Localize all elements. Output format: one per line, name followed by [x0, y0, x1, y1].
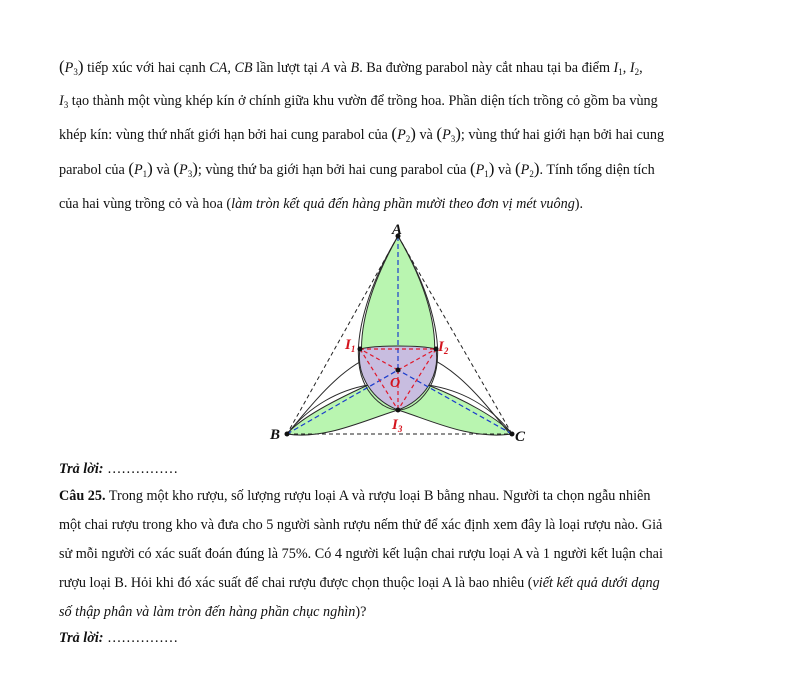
p3-symbol: P: [179, 162, 188, 178]
i3-subscript: 3: [63, 100, 69, 110]
problem25-line-2: [59, 515, 662, 535]
instruction-italic: số thập phân và làm tròn đến hàng phần chục nghìn: [59, 604, 356, 620]
p1-symbol: P: [475, 162, 485, 178]
text: . Tính tổng diện tích: [539, 162, 655, 178]
instruction-italic: viết kết quả dưới dạng: [532, 575, 660, 591]
text: tiếp xúc với hai cạnh: [83, 60, 210, 76]
text: và: [330, 60, 351, 76]
answer-blank[interactable]: ……………: [103, 461, 179, 477]
text: và: [494, 162, 515, 178]
p1-subscript: 1: [484, 169, 489, 179]
text: ,: [622, 60, 630, 76]
problem25-line-3: [59, 544, 663, 564]
p1-subscript: 1: [142, 169, 148, 179]
answer-label: Trả lời:: [59, 461, 104, 477]
p3-subscript: 3: [187, 169, 193, 179]
p3-symbol: P: [442, 127, 451, 143]
problem24-line-3: khép kín: vùng thứ nhất giới hạn bởi hai cung parabol của $(P_2)$ và $(P_3)$; vùng thứ hai giới hạn bởi hai cung: [59, 124, 665, 144]
label-b: B: [270, 427, 281, 443]
problem25-line-1: [59, 486, 650, 506]
label-i3: $I_3$: [392, 417, 403, 434]
point-o: [396, 368, 401, 373]
p3-subscript: 3: [450, 134, 456, 144]
label-o: O: [390, 376, 401, 391]
answer-blank[interactable]: ……………: [103, 630, 179, 646]
point-c: [510, 432, 515, 437]
label-i1: $I_1$: [345, 337, 356, 354]
p1-symbol: P: [134, 162, 143, 178]
text: và: [415, 127, 437, 143]
answer-label: Trả lời:: [59, 630, 104, 646]
p3-symbol: P: [64, 60, 74, 76]
problem24-line-1: $(P_3)$ tiếp xúc với hai cạnh CA, CB lần lượt tại A và B. Ba đường parabol này cắt nhau tại ba điểm $I_1$, $I_2$,: [59, 57, 643, 77]
p2-subscript: 2: [405, 134, 411, 144]
answer-line-25: [59, 628, 178, 648]
text: khép kín: vùng thứ nhất giới hạn bởi hai cung parabol của: [59, 127, 392, 143]
problem25-line-5: [59, 602, 366, 622]
i1-text: I: [613, 60, 619, 76]
point-a-text: A: [321, 60, 331, 76]
i2-text: I: [629, 60, 635, 76]
text: parabol của: [59, 162, 129, 178]
text: ).: [574, 196, 584, 212]
text: )?: [355, 604, 367, 620]
segments-ca-cb: CA, CB: [209, 60, 253, 76]
p2-symbol: P: [397, 127, 406, 143]
problem25-line-4: [59, 573, 660, 593]
point-i3: [396, 408, 401, 413]
text: ; vùng thứ ba giới hạn bởi hai cung parabol của: [197, 162, 470, 178]
label-a: A: [392, 222, 403, 238]
rounding-instruction: làm tròn kết quả đến hàng phần mười theo đơn vị mét vuông: [231, 196, 575, 212]
text: sử mỗi người có xác suất đoán đúng là 75%. Có 4 người kết luận chai rượu loại A và 1 người kết luận chai: [59, 546, 663, 562]
answer-line-24: [59, 459, 178, 479]
text: một chai rượu trong kho và đưa cho 5 người sành rượu nếm thử để xác định xem đây là loại rượu nào. Giả: [59, 517, 663, 533]
p3-subscript: 3: [73, 67, 78, 77]
text: và: [152, 162, 174, 178]
point-i1: [358, 347, 363, 352]
text: Trong một kho rượu, số lượng rượu loại A và rượu loại B bằng nhau. Người ta chọn ngẫu nhiên: [105, 488, 651, 504]
text: tạo thành một vùng khép kín ở chính giữa khu vườn để trồng hoa. Phần diện tích trồng cỏ gồm ba vùng: [68, 93, 658, 109]
text: rượu loại B. Hỏi khi đó xác suất để chai rượu được chọn thuộc loại A là bao nhiêu (: [59, 575, 533, 591]
text: ; vùng thứ hai giới hạn bởi hai cung: [460, 127, 665, 143]
label-c: C: [515, 429, 526, 445]
problem-title: Câu 25.: [59, 488, 106, 504]
i3-text: I: [59, 93, 64, 109]
label-i2: $I_2$: [438, 339, 449, 356]
problem24-line-4: parabol của $(P_1)$ và $(P_3)$; vùng thứ ba giới hạn bởi hai cung parabol của $(P_1)$ và $(P_2)$. Tính tổng diện tích: [59, 159, 655, 179]
text: của hai vùng trồng cỏ và hoa (: [59, 196, 232, 212]
i1-subscript: 1: [618, 67, 623, 77]
text: ,: [639, 60, 643, 76]
point-b-text: B: [350, 60, 360, 76]
point-b: [285, 432, 290, 437]
p2-subscript: 2: [529, 169, 534, 179]
text: . Ba đường parabol này cắt nhau tại ba điểm: [359, 60, 614, 76]
i2-subscript: 2: [634, 67, 640, 77]
p2-symbol: P: [520, 162, 530, 178]
text: lần lượt tại: [252, 60, 322, 76]
